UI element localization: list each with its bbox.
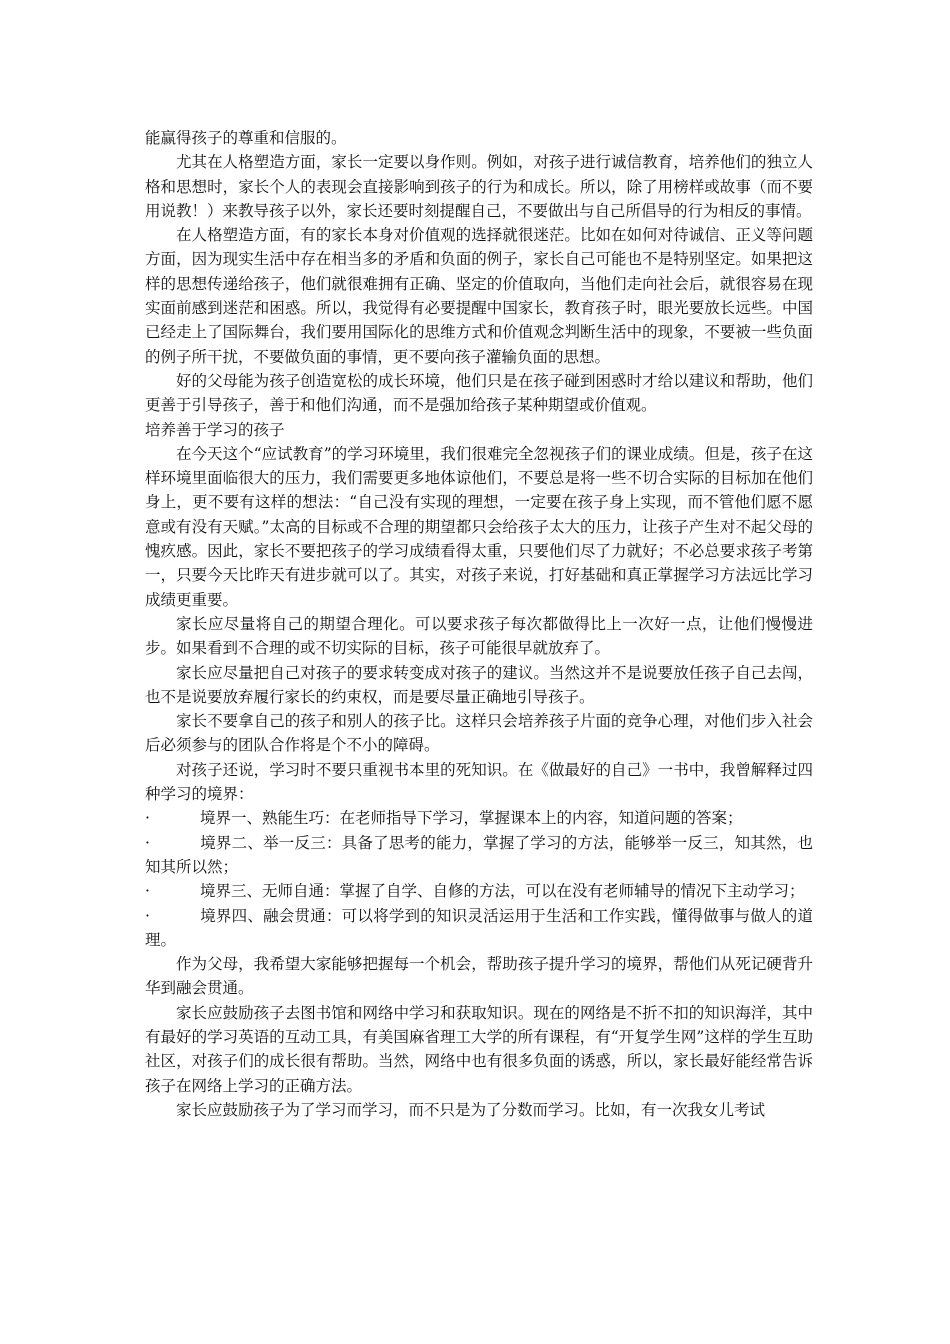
paragraph: 家长应尽量把自己对孩子的要求转变成对孩子的建议。当然这并不是说要放任孩子自己去闯，也不是说要放弃履行家长的约束权，而是要尽量正确地引导孩子。 [145,663,813,706]
paragraph: 对孩子还说，学习时不要只重视书本里的死知识。在《做最好的自己》一书中，我曾解释过四种学习的境界： [145,760,813,804]
bullet-text: 境界一、熟能生巧：在老师指导下学习，掌握课本上的内容，知道问题的答案； [200,809,743,828]
bullet-mark: · [145,833,150,852]
paragraph-continuation: 能赢得孩子的尊重和信服的。 [145,129,347,147]
paragraph: 作为父母，我希望大家能够把握每一个机会，帮助孩子提升学习的境界，帮他们从死记硬背升华到融会贯通。 [145,955,813,998]
document-page [145,126,813,1122]
paragraph: 家长应鼓励孩子去图书馆和网络中学习和获取知识。现在的网络是不折不扣的知识海洋，其中有最好的学习英语的互动工具，有美国麻省理工大学的所有课程，有“开复学生网”这样的学生互助社区，对孩子们的成长很有帮助。当然，网络中也有很多负面的诱惑，所以，家长最好能经常告诉孩子在网络上学习的正确方法。 [145,1003,813,1095]
bullet-mark: · [145,809,150,828]
bullet-item [145,879,813,903]
paragraph: 家长应尽量将自己的期望合理化。可以要求孩子每次都做得比上一次好一点，让他们慢慢进步。如果看到不合理的或不切实际的目标，孩子可能很早就放弃了。 [145,614,813,658]
paragraph: 家长应鼓励孩子为了学习而学习，而不只是为了分数而学习。比如，有一次我女儿考试 [176,1100,766,1119]
paragraph: 在今天这个“应试教育”的学习环境里，我们很难完全忽视孩子们的课业成绩。但是，孩子在这样环境里面临很大的压力，我们需要更多地体谅他们，不要总是将一些不切合实际的目标加在他们身上，更不要有这样的想法：“自己没有实现的理想，一定要在孩子身上实现，而不管他们愿不愿意或有没有天赋。”太高的目标或不合理的期望都只会给孩子太大的压力，让孩子产生对不起父母的愧疚感。因此，家长不要把孩子的学习成绩看得太重，只要他们尽了力就好；不必总要求孩子考第一，只要今天比昨天有进步就可以了。其实，对孩子来说，打好基础和真正掌握学习方法远比学习成绩更重要。 [145,444,813,609]
paragraph: 尤其在人格塑造方面，家长一定要以身作则。例如，对孩子进行诚信教育，培养他们的独立人格和思想时，家长个人的表现会直接影响到孩子的行为和成长。所以，除了用榜样或故事（而不要用说教！）来教导孩子以外，家长还要时刻提醒自己，不要做出与自己所倡导的行为相反的事情。 [145,153,813,220]
paragraph: 好的父母能为孩子创造宽松的成长环境，他们只是在孩子碰到困惑时才给以建议和帮助，他们更善于引导孩子，善于和他们沟通，而不是强加给孩子某种期望或价值观。 [145,371,813,415]
bullet-text: 境界四、融会贯通：可以将学到的知识灵活运用于生活和工作实践，懂得做事与做人的道理。 [145,906,813,949]
bullet-text: 境界三、无师自通：掌握了自学、自修的方法，可以在没有老师辅导的情况下主动学习； [200,882,805,901]
bullet-mark: · [145,906,150,925]
bullet-item [145,831,813,880]
bullet-mark: · [145,882,150,901]
section-heading: 培养善于学习的孩子 [145,420,285,439]
paragraph: 在人格塑造方面，有的家长本身对价值观的选择就很迷茫。比如在如何对待诚信、正义等问题方面，因为现实生活中存在相当多的矛盾和负面的例子，家长自己可能也不是特别坚定。如果把这样的思想传递给孩子，他们就很难拥有正确、坚定的价值取向，当他们走向社会后，就很容易在现实面前感到迷茫和困惑。所以，我觉得有必要提醒中国家长，教育孩子时，眼光要放长远些。中国已经走上了国际舞台，我们要用国际化的思维方式和价值观念判断生活中的现象，不要被一些负面的例子所干扰，不要做负面的事情，更不要向孩子灌输负面的思想。 [145,226,813,366]
bullet-item [145,904,813,953]
bullet-text: 境界二、举一反三：具备了思考的能力，掌握了学习的方法，能够举一反三，知其然，也知其所以然； [145,833,813,876]
bullet-item [145,806,813,830]
paragraph: 家长不要拿自己的孩子和别人的孩子比。这样只会培养孩子片面的竞争心理，对他们步入社会后必须参与的团队合作将是个不小的障碍。 [145,712,813,755]
